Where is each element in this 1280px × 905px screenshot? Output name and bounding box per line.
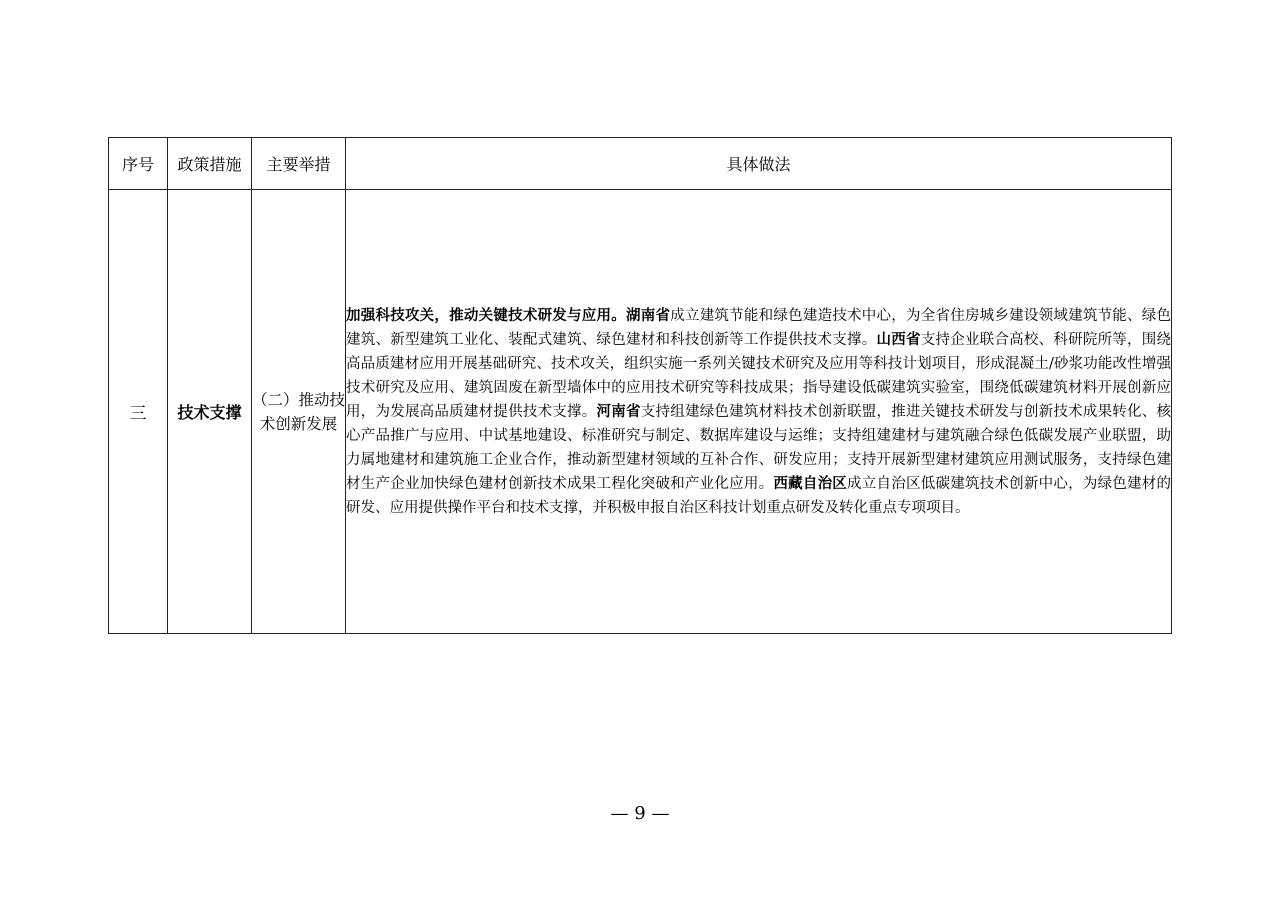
detail-text-segment: 支持企业联合高校、科研院所等，围绕高品质建材应用开展基础研究、技术攻关，组织实施一系列关键技术研究及应用等科技计划项目，形成混凝土/砂浆功能改性增强技术研究及应用、建筑固废在新型墙体中的应用技术研究等科技成果；指导建设低碳建筑实验室，围绕低碳建筑材料开展创新应用，为发展高品质建材提供技术支撑。 [346,331,1172,420]
table-row [109,190,1172,634]
header-detail: 具体做法 [346,138,1172,190]
detail-bold-segment: 西藏自治区 [773,475,848,492]
page-number: — 9 — [610,803,670,824]
detail-bold-segment: 山西省 [876,331,921,348]
header-seq: 序号 [109,138,168,190]
cell-measure: （二）推动技术创新发展 [252,190,346,634]
detail-text-segment: 支持组建绿色建筑材料技术创新联盟，推进关键技术研发与创新技术成果转化、核心产品推广与应用、中试基地建设、标准研究与制定、数据库建设与运维；支持组建建材与建筑融合绿色低碳发展产业联盟，助力属地建材和建筑施工企业合作，推动新型建材领域的互补合作、研发应用；支持开展新型建材建筑应用测试服务，支持绿色建材生产企业加快绿色建材创新技术成果工程化突破和产业化应用。 [346,403,1172,492]
cell-detail [346,190,1172,634]
detail-bold-segment: 河南省 [596,403,641,420]
header-measure: 主要举措 [252,138,346,190]
detail-bold-segment: 湖南省 [626,307,671,324]
detail-bold-segment: 加强科技攻关，推动关键技术研发与应用。 [346,307,626,324]
header-policy: 政策措施 [168,138,252,190]
table-header-row [109,138,1172,190]
detail-paragraph [346,304,1171,520]
detail-text-segment: 成立自治区低碳建筑技术创新中心，为绿色建材的研发、应用提供操作平台和技术支撑，并积极申报自治区科技计划重点研发及转化重点专项项目。 [346,475,1172,516]
cell-policy: 技术支撑 [168,190,252,634]
policy-table [108,137,1172,634]
detail-text-segment: 成立建筑节能和绿色建造技术中心，为全省住房城乡建设领域建筑节能、绿色建筑、新型建筑工业化、装配式建筑、绿色建材和科技创新等工作提供技术支撑。 [346,307,1172,348]
cell-seq: 三 [109,190,168,634]
